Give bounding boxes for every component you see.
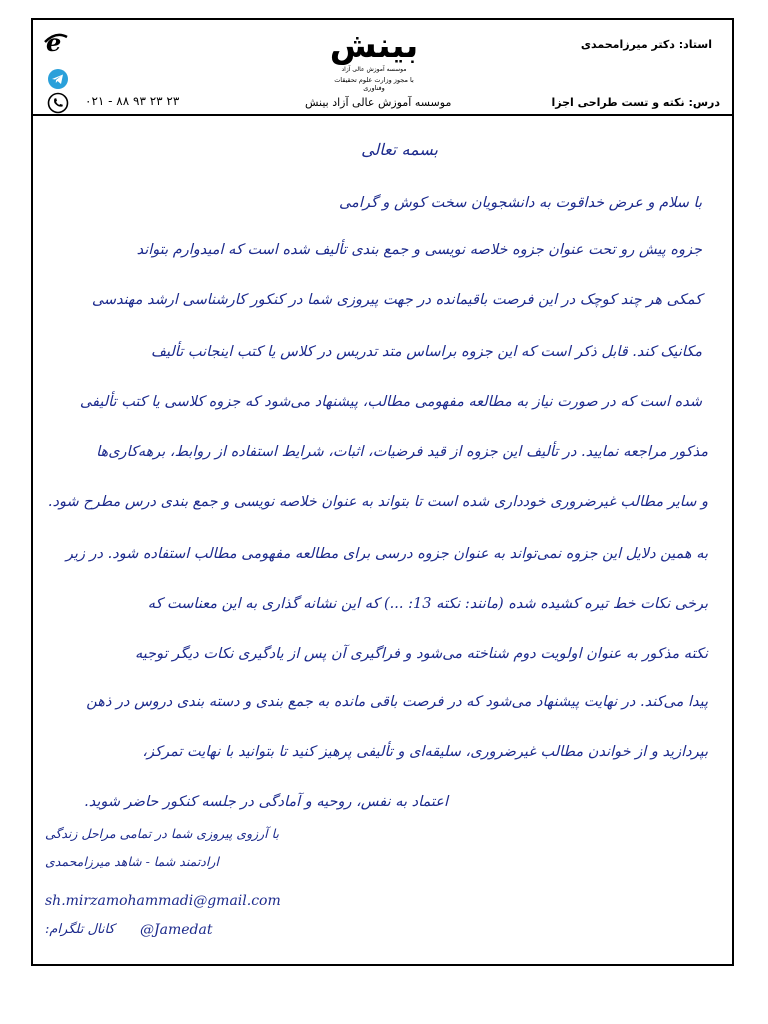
telegram-label: کانال تلگرام: xyxy=(45,922,115,937)
closing-wish: با آرزوی پیروزی شما در تمامی مراحل زندگی xyxy=(45,826,279,841)
course-title: درس: نکته و تست طراحی اجزا xyxy=(551,96,720,109)
letter-line: برخی نکات خط تیره کشیده شده (مانند: نکته 13: ...) که این نشانه گذاری به این معناست که xyxy=(147,596,708,612)
institute-name: موسسه آموزش عالی آزاد بینش xyxy=(305,96,452,109)
page-frame xyxy=(31,18,734,966)
svg-text:e: e xyxy=(46,30,62,54)
internet-explorer-icon xyxy=(43,30,69,54)
letter-line: جزوه پیش رو تحت عنوان جزوه خلاصه نویسی و جمع بندی تألیف شده است که امیدوارم بتواند xyxy=(136,242,702,258)
signature-name: ارادتمند شما - شاهد میرزامحمدی xyxy=(45,854,219,869)
letter-line: نکته مذکور به عنوان اولویت دوم شناخته می‌شود و فراگیری آن پس از یادگیری نکات دیگر توجیه xyxy=(135,646,708,662)
letter-line: پیدا می‌کند. در نهایت پیشنهاد می‌شود که در فرصت باقی مانده به جمع بندی و دسته بندی دروس در ذهن xyxy=(86,694,708,710)
letter-line: مذکور مراجعه نمایید. در تألیف این جزوه از قید فرضیات، اثبات، شرایط استفاده از روابط، برهه‌کاری‌ها xyxy=(96,444,708,460)
telegram-icon xyxy=(47,68,69,90)
letter-line: به همین دلایل این جزوه نمی‌تواند به عنوان جزوه درسی برای مطالعه مفهومی مطالب استفاده شود. در زیر xyxy=(65,546,708,562)
salutation: بسمه تعالی xyxy=(361,140,438,159)
phone-number: ۰۲۱ - ۸۸ ۹۳ ۲۳ ۲۳ xyxy=(85,94,180,108)
header xyxy=(33,20,732,116)
logo-word: بینش xyxy=(329,26,419,66)
logo-subtitle: موسسه آموزش عالی آزاد xyxy=(341,66,407,73)
phone-icon xyxy=(47,92,69,114)
letter-line: اعتماد به نفس، روحیه و آمادگی در جلسه کنکور حاضر شوید. xyxy=(84,794,448,810)
telegram-handle: @Jamedat xyxy=(140,922,213,938)
letter-line: کمکی هر چند کوچک در این فرصت باقیمانده در جهت پیروزی شما در کنکور کارشناسی ارشد مهندسی xyxy=(91,292,702,308)
logo-accreditation: با مجوز وزارت علوم تحقیقات وفناوری xyxy=(334,76,414,92)
logo xyxy=(325,26,423,92)
email-address: sh.mirzamohammadi@gmail.com xyxy=(45,893,281,909)
letter-line: بپردازید و از خواندن مطالب غیرضروری، سلیقه‌ای و تألیفی پرهیز کنید تا بتوانید با نهایت تمرکز، xyxy=(142,744,708,760)
teacher-name: استاد: دکتر میرزامحمدی xyxy=(580,38,712,51)
letter-line: مکانیک کند. قابل ذکر است که این جزوه براساس متد تدریس در کلاس یا کتب اینجانب تألیف xyxy=(151,344,702,360)
letter-line: و سایر مطالب غیرضروری خودداری شده است تا بتواند به عنوان خلاصه نویسی و جمع بندی درس مطرح شود. xyxy=(47,494,708,510)
letter-line: شده است که در صورت نیاز به مطالعه مفهومی مطالب، پیشنهاد می‌شود که جزوه کلاسی یا کتب تألیفی xyxy=(79,394,702,410)
letter-line: با سلام و عرض خداقوت به دانشجویان سخت کوش و گرامی xyxy=(338,195,702,211)
